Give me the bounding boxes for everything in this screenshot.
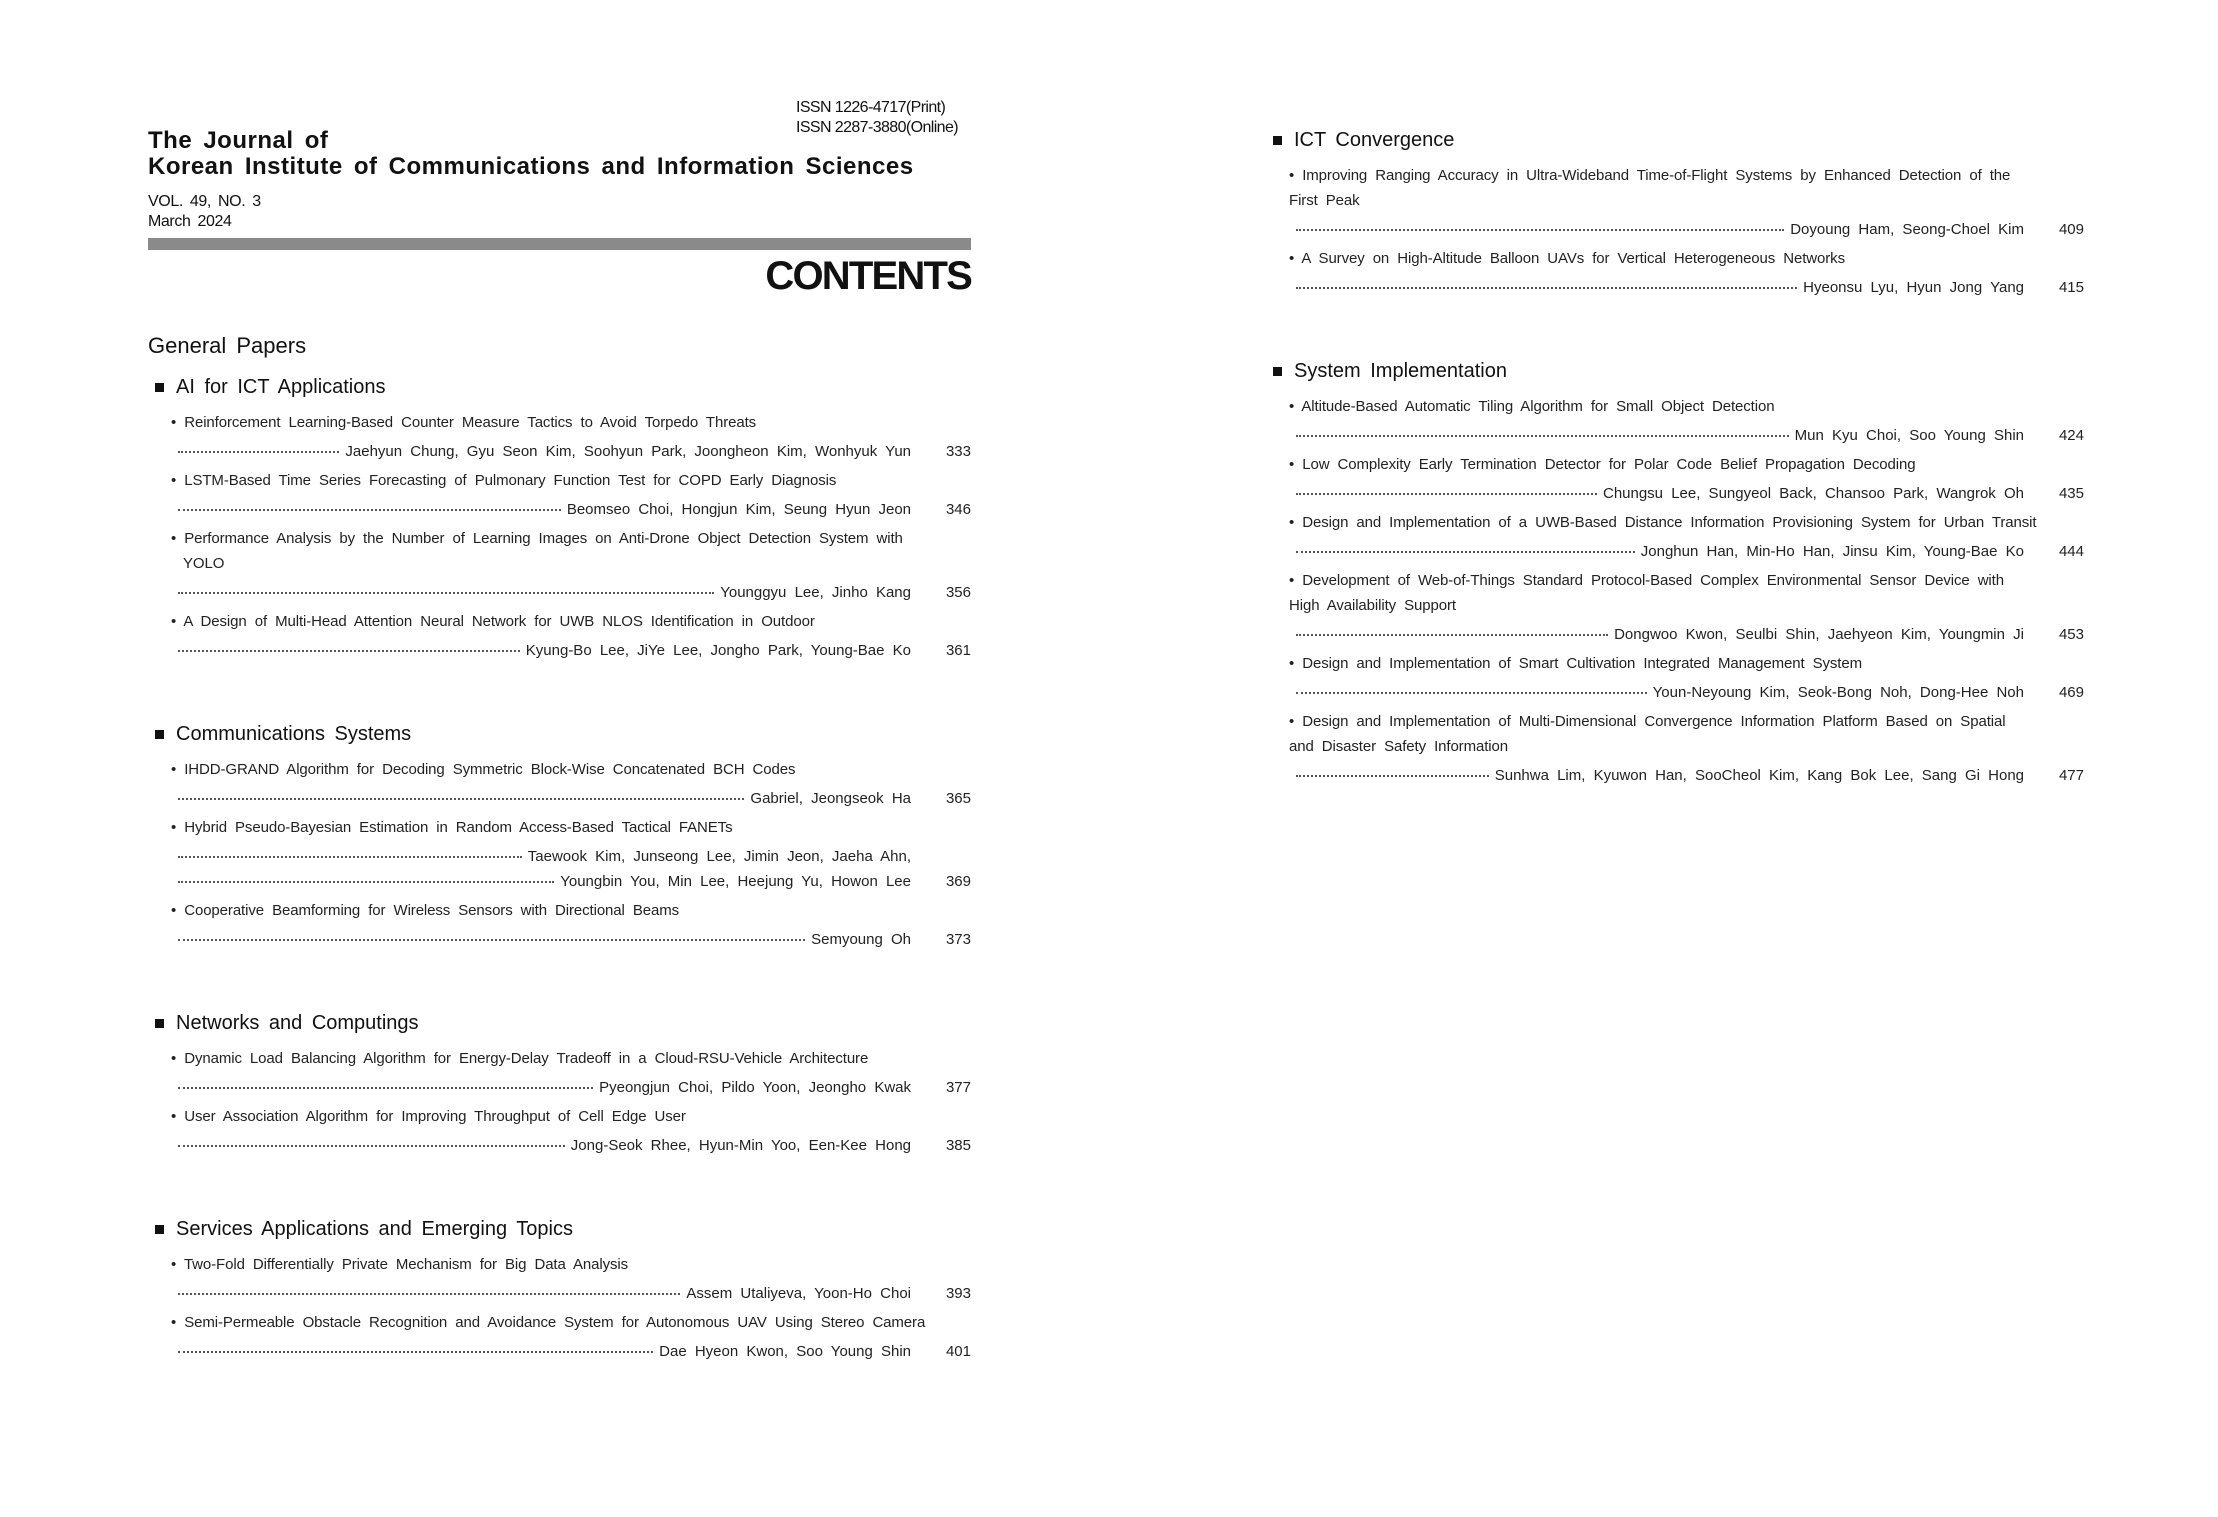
toc-entry[interactable] <box>148 815 971 890</box>
toc-entry[interactable] <box>1266 163 2084 238</box>
author-row <box>148 865 971 890</box>
dot-leader <box>178 856 522 858</box>
author-row <box>148 840 971 865</box>
dot-leader <box>1296 634 1608 636</box>
dot-leader <box>1296 435 1789 437</box>
entry-title <box>148 1046 971 1071</box>
entry-title-text: • Two-Fold Differentially Private Mechanism for Big Data Analysis <box>171 1256 629 1273</box>
entry-title-text: • User Association Algorithm for Improving Throughput of Cell Edge User <box>171 1108 686 1125</box>
square-bullet-icon <box>155 1225 164 1234</box>
section-title: ICT Convergence <box>1294 129 1455 151</box>
toc-section <box>148 374 971 659</box>
square-bullet-icon <box>155 730 164 739</box>
section-header <box>155 1216 971 1242</box>
issue-info <box>148 192 261 232</box>
dot-leader <box>178 881 554 883</box>
toc-entry[interactable] <box>148 410 971 460</box>
entry-authors: Youn-Neyoung Kim, Seok-Bong Noh, Dong-Hee Noh <box>1652 684 2024 701</box>
page-number: 435 <box>2058 485 2084 502</box>
entry-title-continued: First Peak <box>1289 192 1360 209</box>
entry-authors: Gabriel, Jeongseok Ha <box>750 790 911 807</box>
entry-title <box>148 1310 971 1335</box>
group-title-general-papers: General Papers <box>148 333 307 358</box>
toc-entry[interactable] <box>1266 452 2084 502</box>
entry-title-text: • Low Complexity Early Termination Detector for Polar Code Belief Propagation Decoding <box>1289 456 1916 473</box>
page-number: 444 <box>2058 543 2084 560</box>
author-row <box>148 634 971 659</box>
entry-title-text: • Semi-Permeable Obstacle Recognition and Avoidance System for Autonomous UAV Using Stereo Camera <box>171 1314 926 1331</box>
entry-authors: Assem Utaliyeva, Yoon-Ho Choi <box>686 1285 911 1302</box>
entry-title-text: • Design and Implementation of a UWB-Based Distance Information Provisioning System for Urban Transit <box>1289 514 2037 531</box>
toc-entry[interactable] <box>1266 709 2084 784</box>
entry-authors: Hyeonsu Lyu, Hyun Jong Yang <box>1803 279 2024 296</box>
entry-title-continued: High Availability Support <box>1289 597 1456 614</box>
section-header <box>155 1010 971 1036</box>
dot-leader <box>178 509 561 511</box>
entry-title <box>148 410 971 435</box>
entry-title-text: • Design and Implementation of Smart Cultivation Integrated Management System <box>1289 655 1862 672</box>
entry-authors: Taewook Kim, Junseong Lee, Jimin Jeon, Jaeha Ahn, <box>527 848 911 865</box>
page-number: 377 <box>945 1079 971 1096</box>
author-row <box>1266 271 2084 296</box>
page-number: 365 <box>945 790 971 807</box>
author-row <box>1266 759 2084 784</box>
entry-title-text: • Reinforcement Learning-Based Counter Measure Tactics to Avoid Torpedo Threats <box>171 414 757 431</box>
dot-leader <box>178 592 714 594</box>
square-bullet-icon <box>155 1019 164 1028</box>
issn-print: ISSN 1226-4717(Print) <box>796 99 946 116</box>
journal-title-line1: The Journal of <box>148 127 329 154</box>
toc-entry[interactable] <box>1266 651 2084 701</box>
page-number: 385 <box>945 1137 971 1154</box>
issue-date: March 2024 <box>148 213 232 230</box>
page-number: 346 <box>945 501 971 518</box>
toc-entry[interactable] <box>148 526 971 601</box>
entry-authors-continued: Youngbin You, Min Lee, Heejung Yu, Howon Lee <box>560 873 911 890</box>
dot-leader <box>178 1145 565 1147</box>
page-number: 361 <box>945 642 971 659</box>
entry-title <box>1266 510 2084 535</box>
page-number: 393 <box>945 1285 971 1302</box>
toc-entry[interactable] <box>148 1046 971 1096</box>
page-number: 333 <box>945 443 971 460</box>
author-row <box>1266 477 2084 502</box>
dot-leader <box>178 650 520 652</box>
author-row <box>148 493 971 518</box>
section-header <box>155 721 971 747</box>
entry-title <box>148 468 971 493</box>
page-number: 453 <box>2058 626 2084 643</box>
entry-title-text: • Improving Ranging Accuracy in Ultra-Wideband Time-of-Flight Systems by Enhanced Detection of the <box>1289 167 2011 184</box>
square-bullet-icon <box>155 383 164 392</box>
author-row <box>148 1071 971 1096</box>
author-row <box>148 1277 971 1302</box>
toc-section <box>148 1216 971 1360</box>
header-divider-bar <box>148 238 971 250</box>
entry-authors: Jaehyun Chung, Gyu Seon Kim, Soohyun Park, Joongheon Kim, Wonhyuk Yun <box>345 443 911 460</box>
author-row <box>148 1129 971 1154</box>
dot-leader <box>178 798 744 800</box>
entry-title <box>1266 452 2084 477</box>
entry-title <box>1266 394 2084 419</box>
author-row <box>148 435 971 460</box>
left-sections <box>148 374 971 1360</box>
author-row <box>148 782 971 807</box>
entry-title-text: • IHDD-GRAND Algorithm for Decoding Symmetric Block-Wise Concatenated BCH Codes <box>171 761 796 778</box>
entry-authors: Younggyu Lee, Jinho Kang <box>720 584 911 601</box>
page-number: 356 <box>945 584 971 601</box>
page-number: 469 <box>2058 684 2084 701</box>
toc-entry[interactable] <box>148 757 971 807</box>
toc-section <box>1266 127 2084 296</box>
author-row <box>1266 213 2084 238</box>
dot-leader <box>1296 551 1635 553</box>
entry-authors: Sunhwa Lim, Kyuwon Han, SooCheol Kim, Kang Bok Lee, Sang Gi Hong <box>1494 767 2024 784</box>
section-header <box>155 374 971 400</box>
entry-authors: Dae Hyeon Kwon, Soo Young Shin <box>659 1343 911 1360</box>
entry-title <box>1266 568 2084 618</box>
author-row <box>148 1335 971 1360</box>
left-contents-list <box>148 332 971 1422</box>
contents-heading: CONTENTS <box>765 254 971 298</box>
volume-number: VOL. 49, NO. 3 <box>148 193 261 210</box>
entry-title-text: • Dynamic Load Balancing Algorithm for Energy-Delay Tradeoff in a Cloud-RSU-Vehicle Architecture <box>171 1050 869 1067</box>
entry-authors: Jong-Seok Rhee, Hyun-Min Yoo, Een-Kee Hong <box>570 1137 911 1154</box>
dot-leader <box>1296 775 1489 777</box>
toc-entry[interactable] <box>148 468 971 518</box>
entry-title-text: • Hybrid Pseudo-Bayesian Estimation in Random Access-Based Tactical FANETs <box>171 819 733 836</box>
square-bullet-icon <box>1273 367 1282 376</box>
entry-title <box>148 526 971 576</box>
toc-entry[interactable] <box>1266 394 2084 444</box>
entry-title-text: • Development of Web-of-Things Standard Protocol-Based Complex Environmental Sensor Device with <box>1289 572 2004 589</box>
toc-entry[interactable] <box>148 1104 971 1154</box>
entry-title <box>148 757 971 782</box>
page-number: 373 <box>945 931 971 948</box>
toc-section <box>148 1010 971 1154</box>
entry-authors: Doyoung Ham, Seong-Choel Kim <box>1790 221 2024 238</box>
right-contents-list <box>1266 127 2084 846</box>
author-row <box>1266 535 2084 560</box>
author-row <box>1266 618 2084 643</box>
page-number: 409 <box>2058 221 2084 238</box>
journal-title <box>148 128 914 180</box>
journal-title-line2: Korean Institute of Communications and Information Sciences <box>148 153 914 180</box>
page-number: 424 <box>2058 427 2084 444</box>
entry-title <box>148 1104 971 1129</box>
dot-leader <box>1296 287 1797 289</box>
section-header <box>1273 127 2084 153</box>
dot-leader <box>178 939 805 941</box>
entry-authors: Pyeongjun Choi, Pildo Yoon, Jeongho Kwak <box>599 1079 911 1096</box>
entry-title <box>1266 709 2084 759</box>
section-title: Networks and Computings <box>176 1012 419 1034</box>
section-title: AI for ICT Applications <box>176 376 386 398</box>
author-row <box>1266 676 2084 701</box>
entry-title-text: • Design and Implementation of Multi-Dimensional Convergence Information Platform Based on Spatial <box>1289 713 2006 730</box>
issn-online: ISSN 2287-3880(Online) <box>796 119 959 136</box>
entry-authors: Dongwoo Kwon, Seulbi Shin, Jaehyeon Kim, Youngmin Ji <box>1614 626 2024 643</box>
dot-leader <box>178 1087 593 1089</box>
entry-title-continued: YOLO <box>183 555 225 572</box>
entry-authors: Semyoung Oh <box>811 931 911 948</box>
toc-section <box>148 721 971 948</box>
entry-title-text: • Altitude-Based Automatic Tiling Algorithm for Small Object Detection <box>1289 398 1775 415</box>
entry-title <box>1266 163 2084 213</box>
page-number: 401 <box>945 1343 971 1360</box>
entry-title <box>1266 651 2084 676</box>
entry-title-text: • LSTM-Based Time Series Forecasting of Pulmonary Function Test for COPD Early Diagnosis <box>171 472 837 489</box>
dot-leader <box>178 1351 653 1353</box>
entry-authors: Jonghun Han, Min-Ho Han, Jinsu Kim, Young-Bae Ko <box>1640 543 2024 560</box>
entry-authors: Mun Kyu Choi, Soo Young Shin <box>1794 427 2024 444</box>
dot-leader <box>178 451 339 453</box>
entry-title-text: • Performance Analysis by the Number of Learning Images on Anti-Drone Object Detection System with <box>171 530 903 547</box>
entry-title-continued: and Disaster Safety Information <box>1289 738 1509 755</box>
entry-title <box>148 1252 971 1277</box>
toc-entry[interactable] <box>148 898 971 948</box>
author-row <box>148 576 971 601</box>
toc-entry[interactable] <box>148 609 971 659</box>
entry-authors: Kyung-Bo Lee, JiYe Lee, Jongho Park, Young-Bae Ko <box>525 642 911 659</box>
dot-leader <box>1296 692 1647 694</box>
entry-title <box>1266 246 2084 271</box>
entry-title-text: • Cooperative Beamforming for Wireless Sensors with Directional Beams <box>171 902 680 919</box>
toc-entry[interactable] <box>148 1252 971 1302</box>
toc-section <box>1266 358 2084 784</box>
entry-title <box>148 609 971 634</box>
dot-leader <box>178 1293 680 1295</box>
section-title: Services Applications and Emerging Topics <box>176 1218 573 1240</box>
toc-entry[interactable] <box>1266 246 2084 296</box>
page-number: 477 <box>2058 767 2084 784</box>
section-title: Communications Systems <box>176 723 412 745</box>
entry-title-text: • A Survey on High-Altitude Balloon UAVs for Vertical Heterogeneous Networks <box>1289 250 1845 267</box>
toc-entry[interactable] <box>1266 568 2084 643</box>
entry-authors: Chungsu Lee, Sungyeol Back, Chansoo Park, Wangrok Oh <box>1602 485 2024 502</box>
author-row <box>1266 419 2084 444</box>
toc-entry[interactable] <box>1266 510 2084 560</box>
entry-title <box>148 898 971 923</box>
dot-leader <box>1296 229 1784 231</box>
author-row <box>148 923 971 948</box>
page-number: 415 <box>2058 279 2084 296</box>
right-sections <box>1266 127 2084 784</box>
page-number: 369 <box>945 873 971 890</box>
section-title: System Implementation <box>1294 360 1507 382</box>
section-header <box>1273 358 2084 384</box>
entry-authors: Beomseo Choi, Hongjun Kim, Seung Hyun Jeon <box>566 501 911 518</box>
toc-entry[interactable] <box>148 1310 971 1360</box>
dot-leader <box>1296 493 1597 495</box>
square-bullet-icon <box>1273 136 1282 145</box>
entry-title <box>148 815 971 840</box>
entry-title-text: • A Design of Multi-Head Attention Neural Network for UWB NLOS Identification in Outdoor <box>171 613 815 630</box>
